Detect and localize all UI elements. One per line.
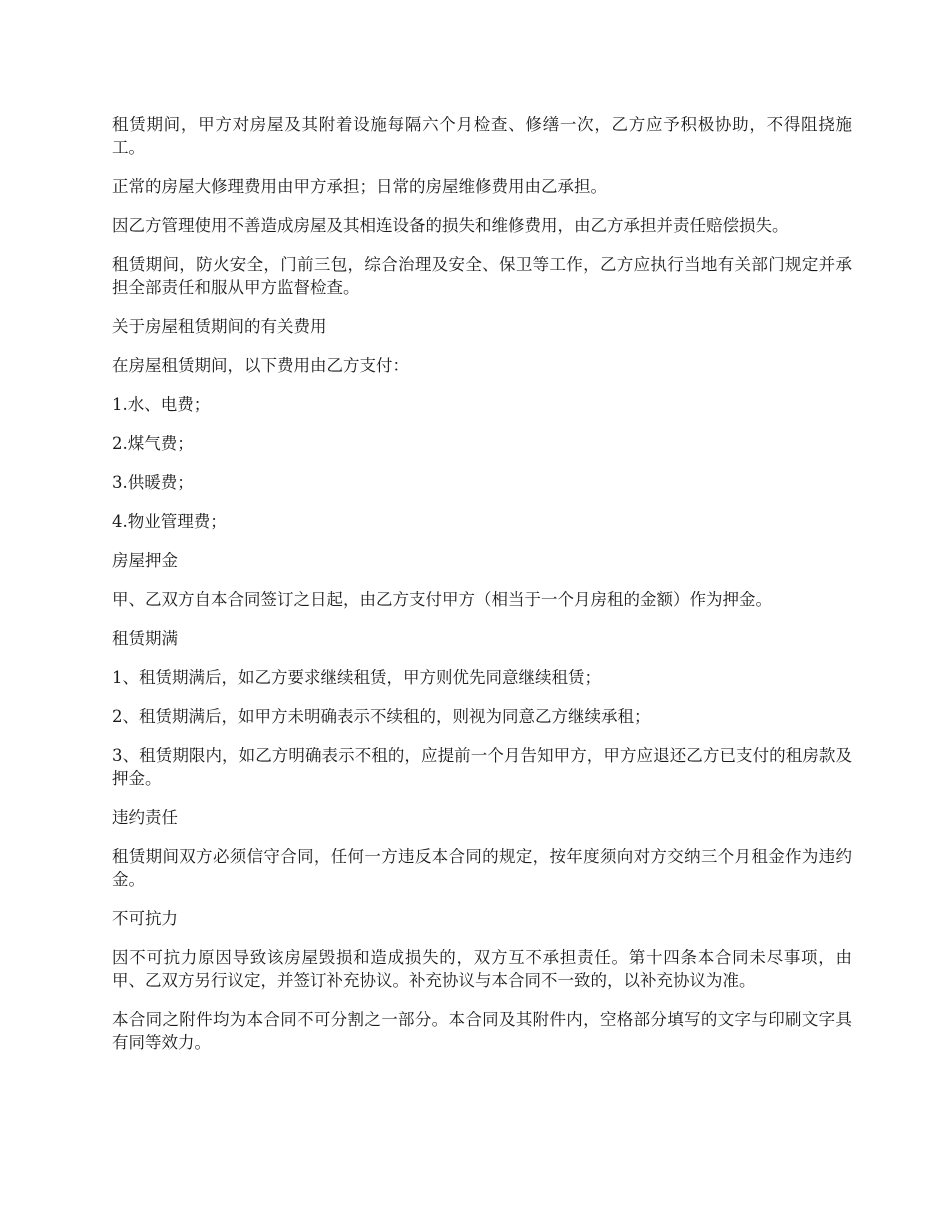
list-item-implied-renewal: 2、租赁期满后，如甲方未明确表示不续租的，则视为同意乙方继续承租； <box>112 707 651 726</box>
list-item-utilities: 1.水、电费； <box>112 395 211 414</box>
paragraph-attachments: 本合同之附件均为本合同不可分割之一部分。本合同及其附件内，空格部分填写的文字与印刷文字具有同等效力。 <box>112 1010 852 1052</box>
heading-rental-fees: 关于房屋租赁期间的有关费用 <box>112 317 327 336</box>
list-item-renewal-priority: 1、租赁期满后，如乙方要求继续租赁，甲方则优先同意继续租赁； <box>112 668 601 687</box>
heading-force-majeure: 不可抗力 <box>112 909 178 928</box>
paragraph-breach: 租赁期间双方必须信守合同，任何一方违反本合同的规定，按年度须向对方交纳三个月租金作为违约金。 <box>112 847 852 889</box>
paragraph-force-majeure: 因不可抗力原因导致该房屋毁损和造成损失的，双方互不承担责任。第十四条本合同未尽事项，由甲、乙双方另行议定，并签订补充协议。补充协议与本合同不一致的，以补充协议为准。 <box>112 948 852 990</box>
list-item-property-management: 4.物业管理费； <box>112 512 227 531</box>
list-item-early-termination: 3、租赁期限内，如乙方明确表示不租的，应提前一个月告知甲方，甲方应退还乙方已支付的租房款及押金。 <box>112 746 852 788</box>
paragraph-safety-duties: 租赁期间，防火安全，门前三包，综合治理及安全、保卫等工作，乙方应执行当地有关部门规定并承担全部责任和服从甲方监督检查。 <box>112 255 852 297</box>
paragraph-repair-costs: 正常的房屋大修理费用由甲方承担；日常的房屋维修费用由乙承担。 <box>112 177 607 196</box>
heading-deposit: 房屋押金 <box>112 551 178 570</box>
document-body <box>112 113 852 1070</box>
paragraph-deposit: 甲、乙双方自本合同签订之日起，由乙方支付甲方（相当于一个月房租的金额）作为押金。 <box>112 590 772 609</box>
list-item-gas: 2.煤气费； <box>112 434 194 453</box>
paragraph-damage-liability: 因乙方管理使用不善造成房屋及其相连设备的损失和维修费用，由乙方承担并责任赔偿损失。 <box>112 216 789 235</box>
heading-breach: 违约责任 <box>112 808 178 827</box>
paragraph-fees-intro: 在房屋租赁期间，以下费用由乙方支付： <box>112 356 409 375</box>
paragraph-inspection-repair: 租赁期间，甲方对房屋及其附着设施每隔六个月检查、修缮一次，乙方应予积极协助，不得阻挠施工。 <box>112 115 852 157</box>
list-item-heating: 3.供暖费； <box>112 473 194 492</box>
heading-lease-expiry: 租赁期满 <box>112 629 178 648</box>
